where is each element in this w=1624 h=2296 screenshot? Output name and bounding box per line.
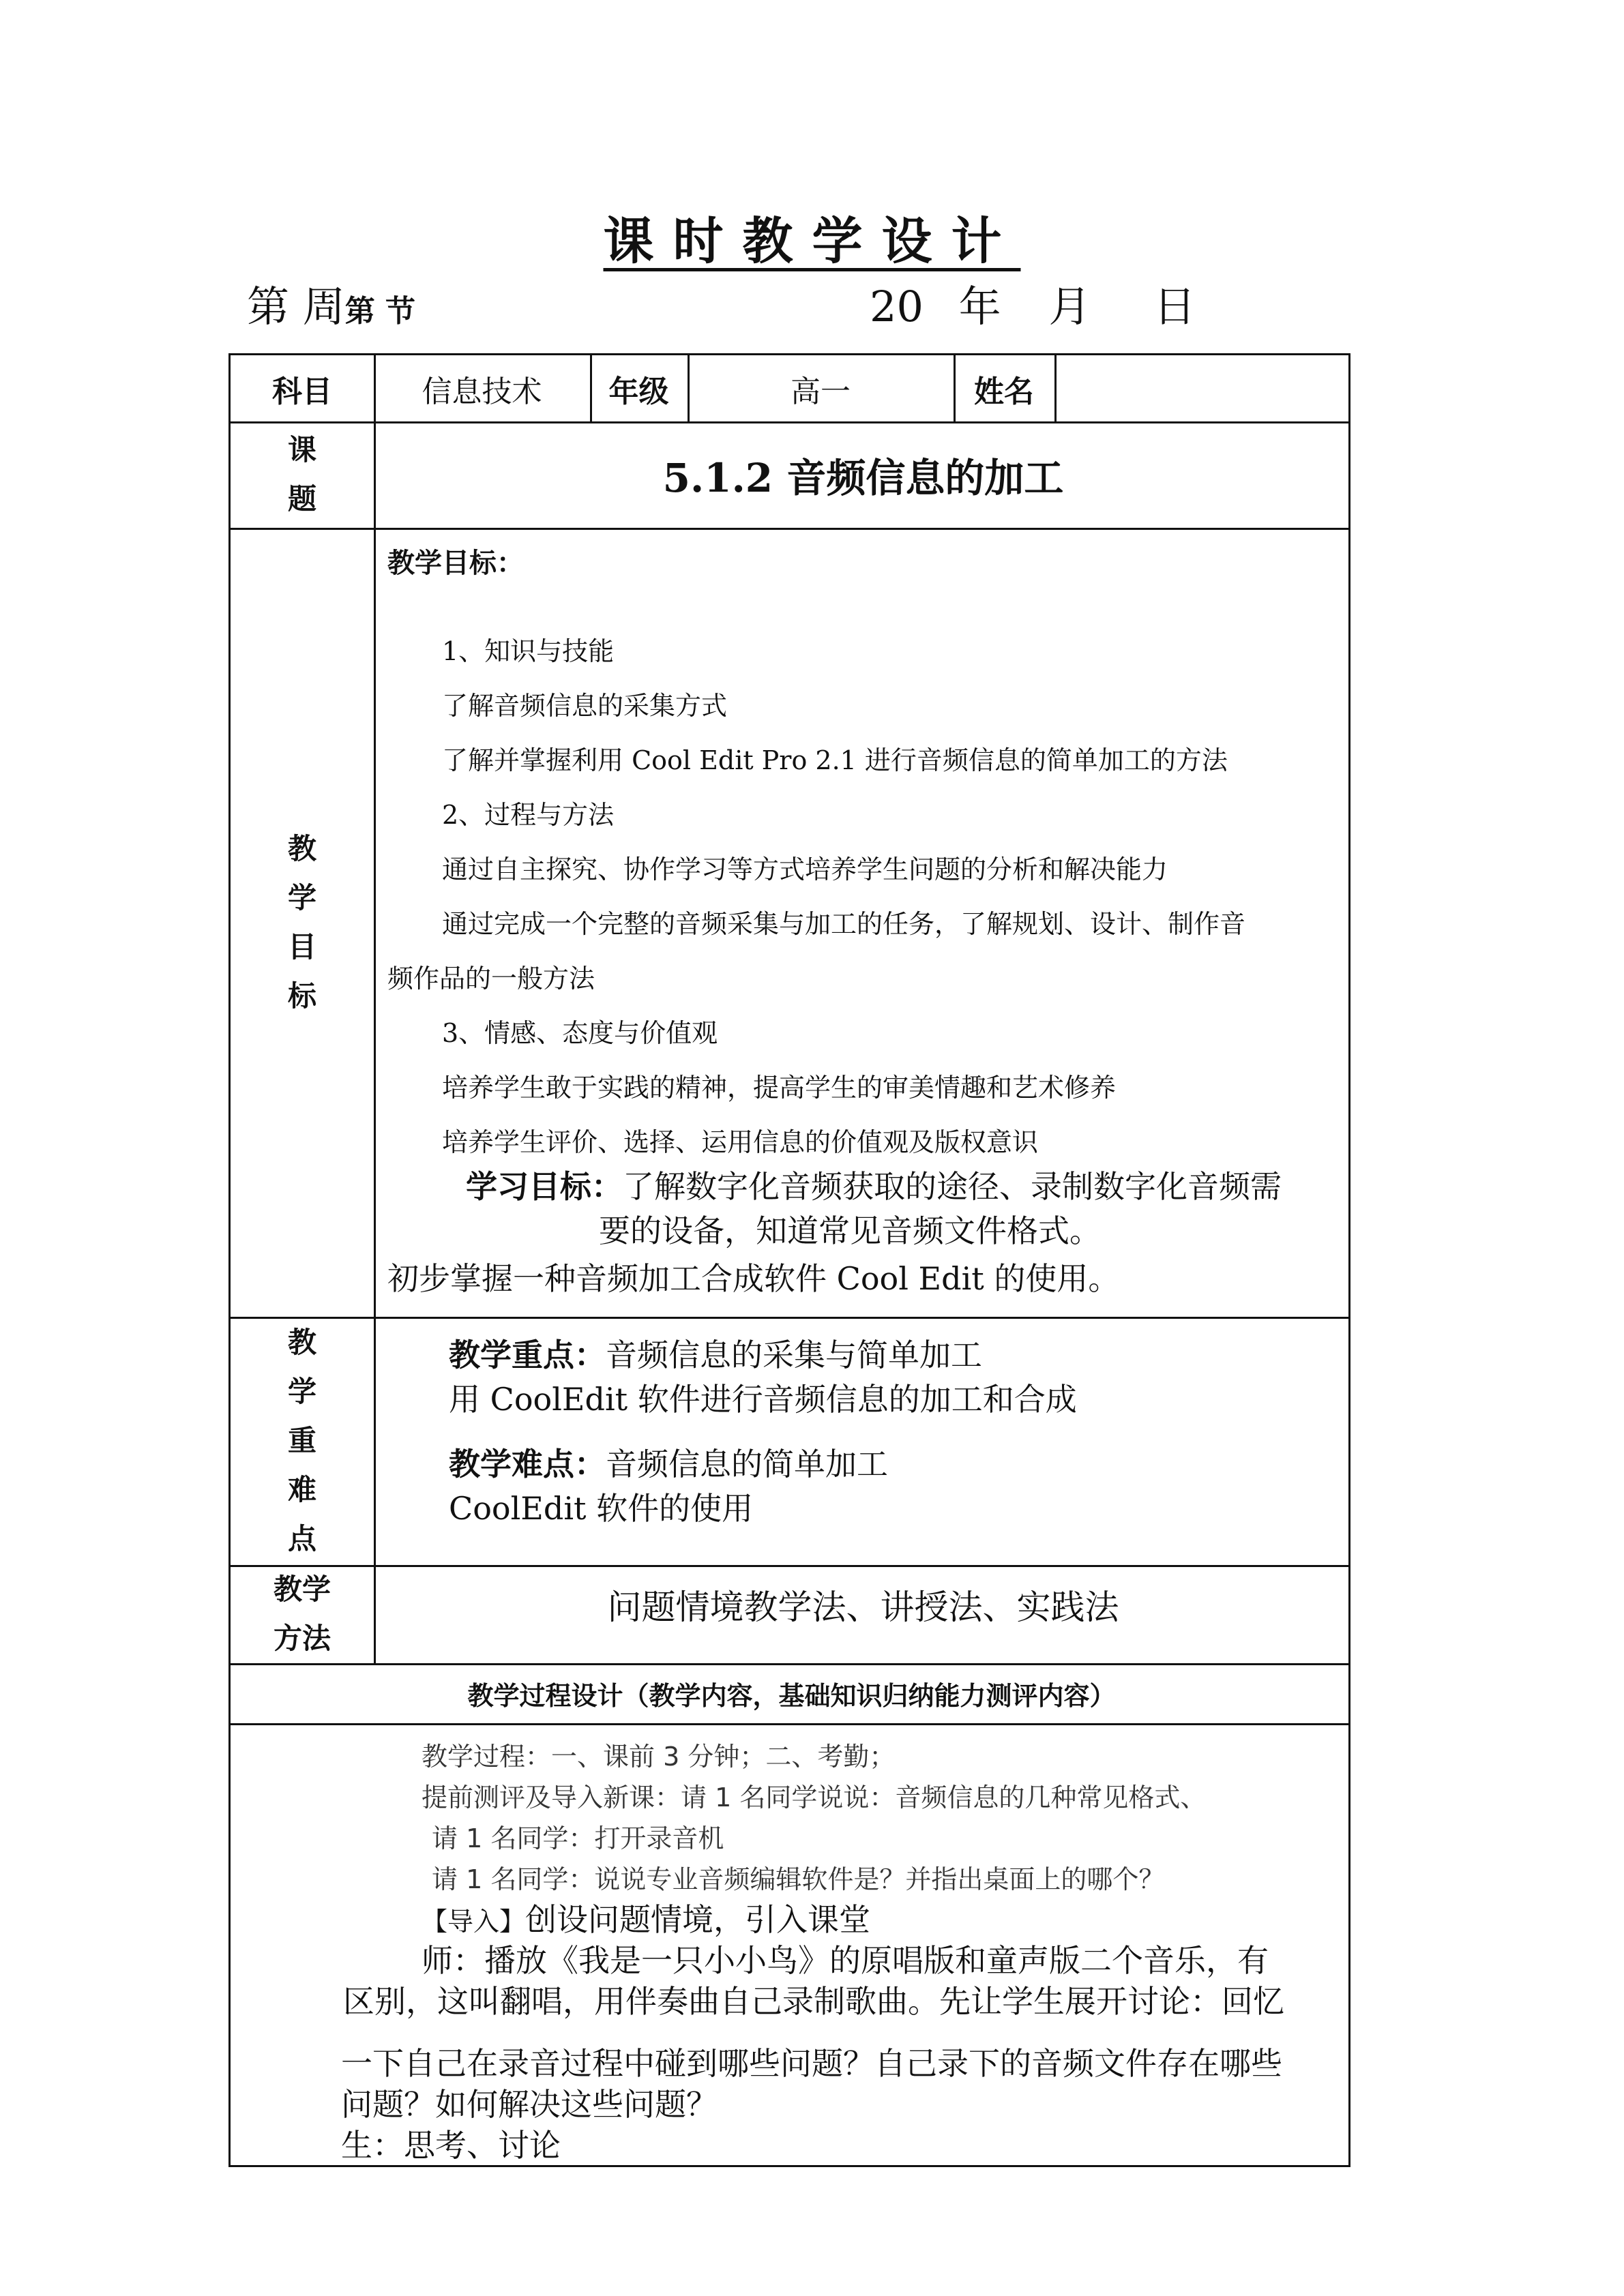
process-paragraph-line: 一下自己在录音过程中碰到哪些问题？自己录下的音频文件存在哪些 [341,2045,1282,2082]
method-value: 问题情境教学法、讲授法、实践法 [607,1587,1119,1627]
document-title: 课时教学设计 [603,212,1021,271]
objectives-content [374,528,1353,1317]
key-points-label-char: 教 [287,1326,316,1359]
date-month-unit: 月 [1048,282,1091,331]
process-line: 请 1 名同学：打开录音机 [432,1823,724,1853]
subject-value: 信息技术 [422,374,542,409]
grade-label: 年级 [608,374,669,409]
topic-label [231,421,374,528]
date-line [870,273,1208,333]
date-year: 20 [870,282,924,331]
key-points-label-char: 学 [287,1375,316,1408]
date-year-unit: 年 [958,282,1001,331]
difficulty-line: CoolEdit 软件的使用 [449,1490,754,1527]
process-paragraph-line: 问题？如何解决这些问题？ [341,2086,718,2123]
lesson-plan-table [228,353,1350,2167]
objective-line: 培养学生敢于实践的精神，提高学生的审美情趣和艺术修养 [442,1073,1117,1103]
objective-line: 了解音频信息的采集方式 [442,691,728,721]
date-day-unit: 日 [1153,282,1196,331]
objective-line: 2、过程与方法 [442,800,615,830]
objectives-label [231,528,374,1317]
topic-label-char: 课 [287,433,316,466]
key-point-label: 教学重点： [449,1337,606,1373]
learning-objective-line: 初步掌握一种音频加工合成软件 Cool Edit 的使用。 [387,1260,1120,1297]
process-line: 请 1 名同学：说说专业音频编辑软件是？并指出桌面上的哪个？ [432,1864,1165,1894]
objectives-heading: 教学目标： [387,548,524,579]
process-line: 提前测评及导入新课：请 1 名同学说说：音频信息的几种常见格式、 [422,1783,1207,1813]
objective-line: 频作品的一般方法 [387,964,595,994]
subject-label: 科目 [272,374,332,409]
difficulty-line [449,1440,888,1485]
objective-line: 3、情感、态度与价值观 [442,1018,718,1048]
week-line [247,273,415,333]
key-points-label [231,1317,374,1565]
difficulty-text: 音频信息的简单加工 [606,1446,888,1482]
topic-label-char: 题 [287,482,316,516]
topic-value: 5.1.2 音频信息的加工 [662,455,1064,501]
intro-line [422,1895,870,1940]
key-points-label-char: 重 [287,1424,316,1457]
name-label: 姓名 [974,374,1034,409]
objective-line: 了解并掌握利用 Cool Edit Pro 2.1 进行音频信息的简单加工的方法 [442,745,1228,775]
grade-value: 高一 [791,374,851,409]
key-point-line [449,1330,982,1375]
objectives-label-char: 学 [287,880,316,914]
learning-objective-line: 要的设备，知道常见音频文件格式。 [599,1212,1101,1249]
method-label-line: 方法 [273,1622,331,1655]
name-value [1054,355,1353,421]
difficulty-label: 教学难点： [449,1446,606,1482]
objective-line: 培养学生评价、选择、运用信息的价值观及版权意识 [442,1127,1039,1157]
objectives-label-char: 教 [287,831,316,865]
objective-line: 通过自主探究、协作学习等方式培养学生问题的分析和解决能力 [442,854,1168,884]
learning-objective-text: 了解数字化音频获取的途径、录制数字化音频需 [623,1168,1282,1205]
method-content [374,1565,1353,1663]
learning-objective-line [466,1162,1282,1207]
intro-text: 创设问题情境，引入课堂 [525,1901,871,1938]
process-paragraph-line: 师：播放《我是一只小小鸟》的原唱版和童声版二个音乐，有 [422,1942,1269,1979]
week-prefix: 第 周 [247,282,345,331]
key-point-text: 音频信息的采集与简单加工 [606,1337,982,1373]
key-points-label-char: 点 [287,1522,316,1555]
learning-objective-label: 学习目标： [466,1168,623,1205]
process-paragraph-line: 区别，这叫翻唱，用伴奏曲自己录制歌曲。先让学生展开讨论：回忆 [343,1983,1284,2020]
intro-tag: 【导入】 [422,1907,526,1937]
key-point-line: 用 CoolEdit 软件进行音频信息的加工和合成 [449,1381,1077,1418]
method-label [231,1565,374,1663]
week-suffix: 第 节 [344,294,416,329]
key-points-content [374,1317,1353,1565]
objectives-label-char: 目 [287,929,316,964]
objective-line: 1、知识与技能 [442,636,615,666]
process-heading: 教学过程设计（教学内容，基础知识归纳能力测评内容） [467,1680,1116,1711]
method-label-line: 教学 [273,1572,331,1606]
process-paragraph-line: 生：思考、讨论 [341,2127,561,2164]
objectives-label-char: 标 [287,979,316,1013]
key-points-label-char: 难 [287,1473,316,1506]
objective-line: 通过完成一个完整的音频采集与加工的任务，了解规划、设计、制作音 [442,909,1246,939]
process-line: 教学过程：一、课前 3 分钟；二、考勤； [422,1742,896,1772]
